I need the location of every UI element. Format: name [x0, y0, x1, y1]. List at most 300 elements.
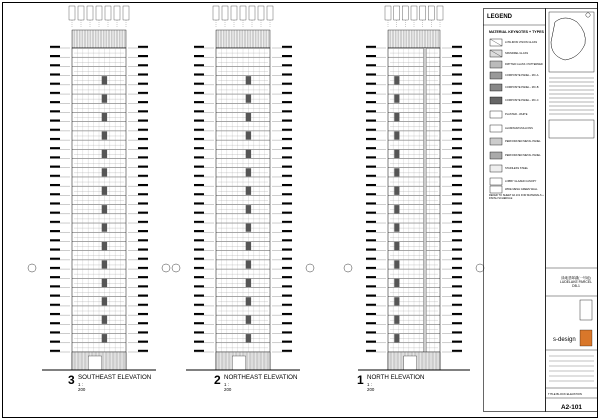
level-tag — [366, 331, 376, 333]
legend-frame — [484, 9, 546, 412]
level-tag — [194, 304, 204, 306]
feature-panel — [246, 224, 251, 232]
grid-bubble — [213, 6, 219, 20]
level-tag — [50, 221, 60, 223]
legend-item-label: COMPOSITE PANEL - MC-C — [505, 98, 539, 102]
level-tag — [282, 239, 292, 241]
legend-item-label: LOW-IRON VISION GLASS — [505, 40, 538, 44]
grid-bubble — [267, 6, 273, 20]
feature-panel — [102, 279, 107, 287]
level-tag — [282, 110, 292, 112]
level-tag — [50, 212, 60, 214]
level-tag — [50, 46, 60, 48]
level-tag — [194, 64, 204, 66]
level-tag — [366, 46, 376, 48]
level-tag — [138, 55, 148, 57]
level-tag — [138, 239, 148, 241]
level-tag — [50, 175, 60, 177]
level-tag — [452, 64, 462, 66]
legend-title: LEGEND — [487, 14, 513, 20]
level-tag — [194, 119, 204, 121]
legend-swatch — [490, 72, 502, 79]
level-tag — [50, 202, 60, 204]
level-tag — [50, 147, 60, 149]
project-name — [557, 276, 595, 289]
legend-swatch — [490, 84, 502, 91]
level-tag — [366, 304, 376, 306]
level-tag — [452, 92, 462, 94]
legend-item-label: FRITTED GLASS / PATTERNED — [505, 62, 543, 66]
level-tag — [282, 350, 292, 352]
level-tag — [138, 156, 148, 158]
level-tag — [366, 239, 376, 241]
level-tag — [138, 304, 148, 306]
north-arrow-icon — [586, 13, 590, 17]
feature-panel — [246, 113, 251, 121]
level-tag — [138, 147, 148, 149]
level-tag — [366, 230, 376, 232]
level-tag — [452, 166, 462, 168]
elevation-southeast — [28, 6, 170, 370]
level-tag — [282, 258, 292, 260]
level-tag — [452, 239, 462, 241]
level-tag — [138, 175, 148, 177]
feature-panel — [394, 113, 399, 121]
level-tag — [366, 193, 376, 195]
level-tag — [282, 119, 292, 121]
level-tag — [282, 295, 292, 297]
level-tag — [194, 184, 204, 186]
level-tag — [366, 147, 376, 149]
level-tag — [452, 258, 462, 260]
feature-panel — [246, 205, 251, 213]
level-tag — [452, 73, 462, 75]
level-tag — [366, 119, 376, 121]
level-tag — [366, 202, 376, 204]
sheet-number: A2-101 — [561, 404, 582, 411]
feature-panel — [394, 334, 399, 342]
grid-bubble — [394, 6, 400, 20]
level-tag — [138, 313, 148, 315]
level-tag — [452, 119, 462, 121]
view-name: NORTH ELEVATION — [367, 374, 425, 381]
section-marker-icon — [162, 264, 170, 272]
section-marker-icon — [28, 264, 36, 272]
level-tag — [452, 55, 462, 57]
section-marker-icon — [476, 264, 484, 272]
feature-panel — [394, 205, 399, 213]
feature-panel — [246, 279, 251, 287]
level-tag — [366, 101, 376, 103]
level-tag — [194, 156, 204, 158]
level-tag — [50, 166, 60, 168]
feature-panel — [102, 205, 107, 213]
feature-panel — [394, 187, 399, 195]
drawing-title: TITLE BLOCK ELEVATION — [548, 392, 582, 396]
level-tag — [138, 138, 148, 140]
level-tag — [282, 92, 292, 94]
level-tag — [282, 129, 292, 131]
level-tag — [194, 350, 204, 352]
view-number: 1 — [357, 373, 364, 387]
level-tag — [194, 258, 204, 260]
legend-item-label: PERFORATED METAL PANEL — [505, 139, 541, 143]
level-tag — [366, 129, 376, 131]
level-tag — [282, 230, 292, 232]
feature-panel — [246, 168, 251, 176]
firm-logo-mark — [580, 330, 592, 346]
level-tag — [282, 193, 292, 195]
view-scale: 1 : 200 — [78, 382, 86, 392]
level-tag — [282, 156, 292, 158]
feature-panel — [102, 187, 107, 195]
level-tag — [366, 73, 376, 75]
level-tag — [50, 276, 60, 278]
legend-swatch — [490, 186, 502, 193]
level-tag — [282, 184, 292, 186]
feature-panel — [246, 131, 251, 139]
level-tag — [194, 276, 204, 278]
level-tag — [138, 331, 148, 333]
elevation-northeast — [172, 6, 314, 370]
feature-panel — [102, 150, 107, 158]
feature-panel — [246, 297, 251, 305]
lobby-entrance — [404, 356, 417, 370]
grid-bubble — [249, 6, 255, 20]
level-tag — [50, 285, 60, 287]
level-tag — [452, 331, 462, 333]
level-tag — [452, 285, 462, 287]
level-tag — [452, 193, 462, 195]
level-tag — [138, 212, 148, 214]
level-tag — [138, 166, 148, 168]
feature-panel — [394, 150, 399, 158]
firm-logo-text: s-design — [553, 337, 576, 343]
feature-panel — [394, 95, 399, 103]
level-tag — [452, 138, 462, 140]
feature-panel — [102, 334, 107, 342]
view-number: 3 — [68, 373, 75, 387]
feature-panel — [246, 95, 251, 103]
level-tag — [138, 285, 148, 287]
consultant-logo-box — [580, 300, 592, 320]
level-tag — [452, 295, 462, 297]
level-tag — [282, 304, 292, 306]
level-tag — [366, 175, 376, 177]
level-tag — [452, 304, 462, 306]
grid-bubble — [385, 6, 391, 20]
level-tag — [452, 175, 462, 177]
level-tag — [194, 230, 204, 232]
lobby-entrance — [88, 356, 102, 370]
level-tag — [452, 184, 462, 186]
level-tag — [194, 166, 204, 168]
legend-item-label: STAINLESS STEEL — [505, 166, 529, 170]
level-tag — [50, 110, 60, 112]
level-tag — [452, 147, 462, 149]
grid-bubble — [402, 6, 408, 20]
level-tag — [194, 193, 204, 195]
level-tag — [194, 295, 204, 297]
level-tag — [194, 83, 204, 85]
level-tag — [366, 156, 376, 158]
level-tag — [452, 110, 462, 112]
level-tag — [282, 313, 292, 315]
level-tag — [50, 230, 60, 232]
level-tag — [282, 202, 292, 204]
view-number: 2 — [214, 373, 221, 387]
level-tag — [366, 92, 376, 94]
feature-panel — [102, 95, 107, 103]
legend-swatch — [490, 125, 502, 132]
legend-subtitle: MATERIAL KEYNOTES + TYPES — [489, 30, 544, 34]
grid-bubble — [258, 6, 264, 20]
level-tag — [50, 83, 60, 85]
level-tag — [366, 138, 376, 140]
level-tag — [50, 129, 60, 131]
feature-panel — [394, 316, 399, 324]
level-tag — [366, 55, 376, 57]
legend-item-label: COMPOSITE PANEL - MC-B — [505, 85, 539, 89]
level-tag — [50, 73, 60, 75]
level-tag — [50, 248, 60, 250]
level-tag — [50, 138, 60, 140]
feature-panel — [394, 260, 399, 268]
level-tag — [194, 267, 204, 269]
feature-panel — [394, 279, 399, 287]
feature-panel — [394, 76, 399, 84]
view-scale: 1 : 200 — [367, 382, 375, 392]
level-tag — [282, 212, 292, 214]
legend-swatch — [490, 111, 502, 118]
view-scale: 1 : 200 — [224, 382, 232, 392]
level-tag — [50, 322, 60, 324]
legend-swatch — [490, 178, 502, 185]
level-tag — [138, 350, 148, 352]
level-tag — [366, 83, 376, 85]
grid-bubble — [123, 6, 129, 20]
level-tag — [50, 119, 60, 121]
level-tag — [50, 304, 60, 306]
project-name-cn: 绿地翡翠湖(一号地) — [561, 276, 591, 280]
level-tag — [194, 147, 204, 149]
level-tag — [194, 46, 204, 48]
level-tag — [194, 212, 204, 214]
level-tag — [366, 64, 376, 66]
elevation-north — [344, 6, 484, 370]
level-tag — [282, 73, 292, 75]
level-tag — [452, 341, 462, 343]
level-tag — [282, 285, 292, 287]
level-tag — [282, 166, 292, 168]
grid-bubble — [420, 6, 426, 20]
level-tag — [194, 110, 204, 112]
level-tag — [50, 193, 60, 195]
level-tag — [452, 202, 462, 204]
level-tag — [138, 230, 148, 232]
feature-panel — [102, 260, 107, 268]
feature-panel — [102, 168, 107, 176]
grid-bubble — [240, 6, 246, 20]
feature-panel — [246, 150, 251, 158]
level-tag — [138, 322, 148, 324]
level-tag — [366, 285, 376, 287]
level-tag — [282, 138, 292, 140]
grid-bubble — [411, 6, 417, 20]
feature-panel — [102, 131, 107, 139]
level-tag — [194, 138, 204, 140]
level-tag — [194, 55, 204, 57]
level-tag — [366, 313, 376, 315]
legend-note: REFER TO SHEET A0.101 FOR MATERIALS + FINISH SCHEDULE — [489, 194, 544, 201]
feature-panel — [102, 113, 107, 121]
level-tag — [282, 331, 292, 333]
level-tag — [194, 101, 204, 103]
grid-bubble — [96, 6, 102, 20]
level-tag — [50, 156, 60, 158]
feature-panel — [102, 242, 107, 250]
level-tag — [138, 267, 148, 269]
level-tag — [138, 221, 148, 223]
level-tag — [452, 322, 462, 324]
level-tag — [366, 276, 376, 278]
legend-swatch — [490, 97, 502, 104]
legend-swatch — [490, 165, 502, 172]
level-tag — [452, 313, 462, 315]
legend-item-label: PLASTER - WHITE — [505, 112, 528, 116]
feature-panel — [394, 131, 399, 139]
level-tag — [138, 83, 148, 85]
feature-strip — [423, 48, 426, 352]
level-tag — [50, 55, 60, 57]
feature-panel — [102, 297, 107, 305]
level-tag — [452, 221, 462, 223]
grid-bubble — [222, 6, 228, 20]
level-tag — [282, 221, 292, 223]
level-tag — [194, 322, 204, 324]
level-tag — [194, 331, 204, 333]
feature-panel — [246, 76, 251, 84]
level-tag — [194, 248, 204, 250]
section-marker-icon — [172, 264, 180, 272]
section-marker-icon — [344, 264, 352, 272]
level-tag — [452, 276, 462, 278]
level-tag — [50, 64, 60, 66]
level-tag — [194, 202, 204, 204]
revision-table — [549, 120, 594, 138]
level-tag — [138, 193, 148, 195]
legend-swatch — [490, 138, 502, 145]
level-tag — [366, 267, 376, 269]
level-tag — [194, 239, 204, 241]
feature-panel — [246, 334, 251, 342]
level-tag — [194, 341, 204, 343]
level-tag — [50, 184, 60, 186]
level-tag — [138, 101, 148, 103]
level-tag — [282, 64, 292, 66]
level-tag — [282, 55, 292, 57]
level-tag — [50, 350, 60, 352]
level-tag — [366, 110, 376, 112]
level-tag — [50, 313, 60, 315]
level-tag — [452, 267, 462, 269]
level-tag — [282, 267, 292, 269]
level-tag — [452, 248, 462, 250]
level-tag — [282, 101, 292, 103]
level-tag — [138, 46, 148, 48]
level-tag — [452, 230, 462, 232]
level-tag — [194, 313, 204, 315]
project-name-en: LUDELAKE PARCEL DB-1 — [560, 280, 592, 289]
grid-bubble — [87, 6, 93, 20]
level-tag — [282, 248, 292, 250]
level-tag — [366, 322, 376, 324]
level-tag — [50, 267, 60, 269]
legend-item-label: WIDE MESH GREEN WALL — [505, 187, 538, 191]
level-tag — [282, 322, 292, 324]
feature-panel — [394, 242, 399, 250]
level-tag — [366, 341, 376, 343]
title-block-frame — [546, 9, 598, 412]
feature-panel — [102, 224, 107, 232]
grid-bubble — [231, 6, 237, 20]
level-tag — [138, 92, 148, 94]
level-tag — [366, 221, 376, 223]
grid-bubble — [437, 6, 443, 20]
level-tag — [194, 92, 204, 94]
feature-panel — [394, 168, 399, 176]
level-tag — [138, 248, 148, 250]
grid-bubble — [69, 6, 75, 20]
level-tag — [366, 295, 376, 297]
view-name: SOUTHEAST ELEVATION — [78, 374, 152, 381]
level-tag — [282, 276, 292, 278]
legend-item-label: PERFORATED METAL PANEL — [505, 153, 541, 157]
level-tag — [366, 166, 376, 168]
level-tag — [138, 119, 148, 121]
level-tag — [452, 129, 462, 131]
level-tag — [50, 101, 60, 103]
level-tag — [452, 350, 462, 352]
level-tag — [50, 295, 60, 297]
feature-panel — [246, 242, 251, 250]
level-tag — [452, 212, 462, 214]
grid-bubble — [105, 6, 111, 20]
legend-swatch — [490, 152, 502, 159]
level-tag — [366, 212, 376, 214]
level-tag — [138, 341, 148, 343]
level-tag — [138, 184, 148, 186]
level-tag — [282, 46, 292, 48]
level-tag — [50, 92, 60, 94]
feature-panel — [102, 316, 107, 324]
level-tag — [366, 184, 376, 186]
level-tag — [452, 156, 462, 158]
level-tag — [282, 147, 292, 149]
level-tag — [50, 258, 60, 260]
legend-swatch — [490, 61, 502, 68]
level-tag — [50, 331, 60, 333]
level-tag — [282, 83, 292, 85]
level-tag — [138, 258, 148, 260]
view-name: NORTHEAST ELEVATION — [224, 374, 298, 381]
feature-panel — [246, 187, 251, 195]
legend-item-label: LOBBY GLAZED CANOPY — [505, 179, 537, 183]
legend-item-label: SPANDREL GLASS — [505, 51, 529, 55]
section-marker-icon — [306, 264, 314, 272]
lobby-entrance — [232, 356, 246, 370]
key-plan-outline — [551, 18, 585, 60]
